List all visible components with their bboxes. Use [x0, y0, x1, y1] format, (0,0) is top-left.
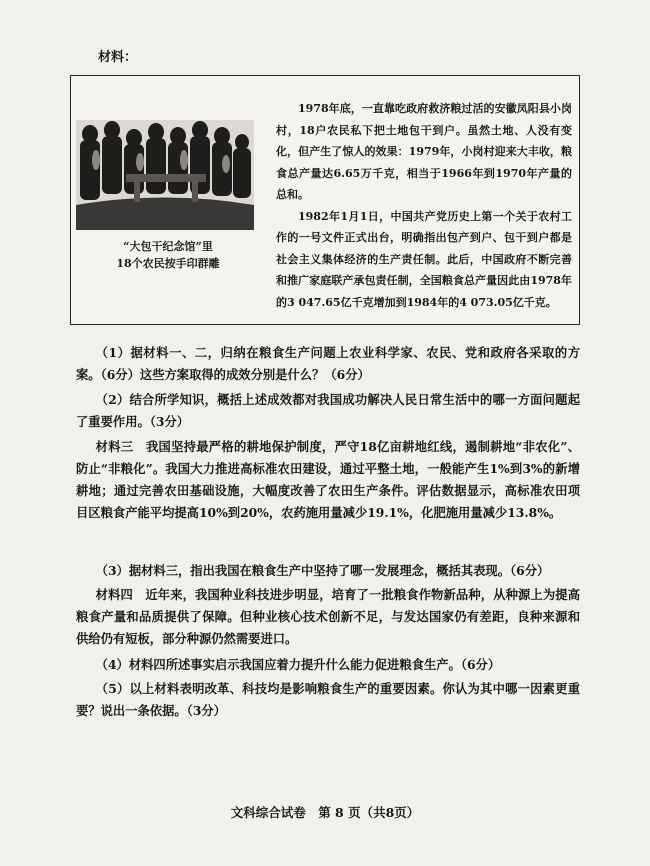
photo-caption-line1: “大包干纪念馆”里 [123, 240, 213, 253]
question-4: （4）材料四所述事实启示我国应着力提升什么能力促进粮食生产。（6分） [95, 657, 501, 672]
material-box-paragraph-2: 1982年1月1日，中国共产党历史上第一个关于农村工作的一号文件正式出台，明确指出包产到户、包干到户都是社会主义集体经济的生产责任制。此后，中国政府不断完善和推广家庭联产承包责任制，全国粮食总产量因此由1978年的3 047.65亿千克增加到1984年的4 073.05亿千克。 [276, 209, 572, 309]
material-box-text [276, 98, 572, 313]
sculpture-photo [76, 120, 254, 230]
question-1: （1）据材料一、二，归纳在粮食生产问题上农业科学家、农民、党和政府各采取的方案。（6分）这些方案取得的成效分别是什么？（6分） [76, 345, 580, 382]
photo-caption-line2: 18个农民按手印群雕 [116, 257, 220, 270]
material-box-paragraph-1: 1978年底，一直靠吃政府救济粮过活的安徽凤阳县小岗村，18户农民私下把土地包干到户。虽然土地、人没有变化，但产生了惊人的效果：1979年，小岗村迎来大丰收，粮食总产量达6.65万千克，相当于1966年到1970年产量的总和。 [276, 102, 572, 201]
material-4: 材料四 近年来，我国种业科技进步明显，培育了一批粮食作物新品种，从种源上为提高粮食产量和品质提供了保障。但种业核心技术创新不足，与发达国家仍有差距，良种来源和供给仍有短板，部分种源仍然需要进口。 [76, 587, 580, 646]
farmers-sculpture-image [76, 120, 254, 230]
material-label: 材料： [98, 50, 138, 65]
question-2: （2）结合所学知识，概括上述成效都对我国成功解决人民日常生活中的哪一方面问题起了重要作用。（3分） [76, 392, 580, 429]
photo-caption [70, 238, 266, 272]
page-footer: 文科综合试卷 第 8 页（共8页） [230, 805, 420, 820]
question-3: （3）据材料三，指出我国在粮食生产中坚持了哪一发展理念，概括其表现。（6分） [95, 563, 550, 578]
material-3: 材料三 我国坚持最严格的耕地保护制度，严守18亿亩耕地红线，遏制耕地“非农化”、防止“非粮化”。我国大力推进高标准农田建设，通过平整土地，一般能产生1%到3%的新增耕地；通过完善农田基础设施，大幅度改善了农田生产条件。评估数据显示，高标准农田项目区粮食产能平均提高10%到20%，农药施用量减少19.1%，化肥施用量减少13.8%。 [76, 439, 580, 520]
question-5: （5）以上材料表明改革、科技均是影响粮食生产的重要因素。你认为其中哪一因素更重要？说出一条依据。（3分） [76, 681, 580, 718]
